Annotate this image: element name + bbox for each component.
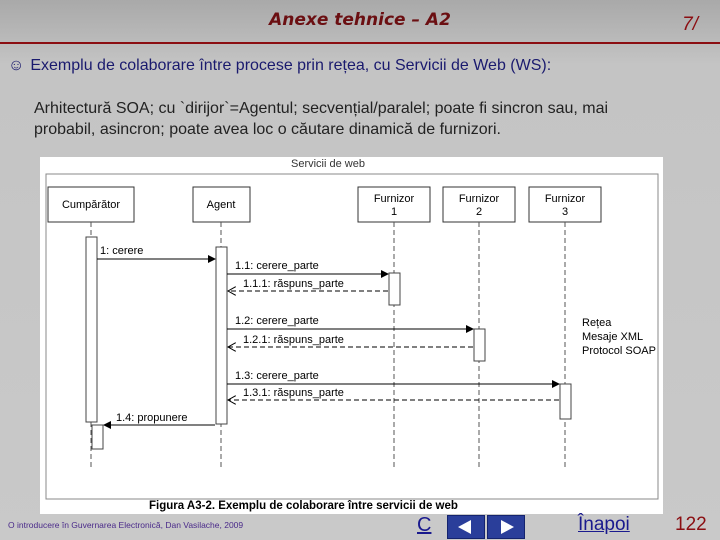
- frame-title: Servicii de web: [291, 158, 365, 170]
- next-arrow-icon: [488, 516, 524, 538]
- actor-furnizor3-label: Furnizor: [544, 193, 586, 205]
- bullet-point: [8, 57, 551, 75]
- message-1-3-1-label: 1.3.1: răspuns_parte: [243, 387, 344, 399]
- note-line-2: Mesaje XML: [582, 331, 644, 343]
- slide-title: Anexe tehnice – A2: [269, 10, 451, 30]
- smiley-icon: ☺: [8, 57, 25, 74]
- frame-border: [46, 174, 658, 499]
- figure-caption: Figura A3-2. Exemplu de colaborare între servicii de web: [149, 500, 458, 512]
- description-paragraph: [34, 98, 694, 140]
- message-1-label: 1: cerere: [100, 245, 144, 257]
- back-link[interactable]: Înapoi: [578, 514, 630, 535]
- activation-furnizor3: [560, 384, 571, 419]
- message-1-3-label: 1.3: cerere_parte: [235, 370, 319, 382]
- c-link[interactable]: C: [417, 514, 432, 536]
- note-line-3: Protocol SOAP: [582, 345, 656, 357]
- next-button[interactable]: [487, 515, 525, 539]
- message-1-1-label: 1.1: cerere_parte: [235, 260, 319, 272]
- sequence-diagram-svg: [40, 157, 663, 514]
- actor-cumparator-label: Cumpărător: [61, 199, 121, 211]
- activation-agent: [216, 247, 227, 424]
- activation-cumparator-1: [86, 237, 97, 422]
- actor-furnizor2-label: Furnizor: [458, 193, 500, 205]
- paragraph-line-2: probabil, asincron; poate avea loc o căutare dinamică de furnizori.: [34, 121, 501, 138]
- previous-button[interactable]: [447, 515, 485, 539]
- paragraph-line-1: Arhitectură SOA; cu `dirijor`=Agentul; secvențial/paralel; poate fi sincron sau, mai: [34, 100, 609, 117]
- actor-furnizor2-number: 2: [475, 206, 483, 218]
- message-1-2-label: 1.2: cerere_parte: [235, 315, 319, 327]
- previous-arrow-icon: [448, 516, 484, 538]
- footer-credit: O introducere în Guvernarea Electronică, Dan Vasilache, 2009: [8, 520, 244, 530]
- sequence-diagram: [40, 157, 663, 514]
- activation-cumparator-2: [92, 425, 103, 449]
- actor-furnizor1-number: 1: [390, 206, 398, 218]
- message-1-4-label: 1.4: propunere: [116, 412, 188, 424]
- title-divider: [0, 42, 720, 44]
- note-line-1: Rețea: [582, 317, 612, 329]
- actor-agent-label: Agent: [206, 199, 236, 211]
- page-number: 122: [675, 514, 707, 535]
- activation-furnizor1: [389, 273, 400, 305]
- slide-number: 7/: [682, 14, 698, 35]
- actor-furnizor1-label: Furnizor: [373, 193, 415, 205]
- message-1-1-1-label: 1.1.1: răspuns_parte: [243, 278, 344, 290]
- activation-furnizor2: [474, 329, 485, 361]
- bullet-text: Exemplu de colaborare între procese prin rețea, cu Servicii de Web (WS):: [30, 57, 552, 74]
- actor-furnizor3-number: 3: [561, 206, 569, 218]
- message-1-2-1-label: 1.2.1: răspuns_parte: [243, 334, 344, 346]
